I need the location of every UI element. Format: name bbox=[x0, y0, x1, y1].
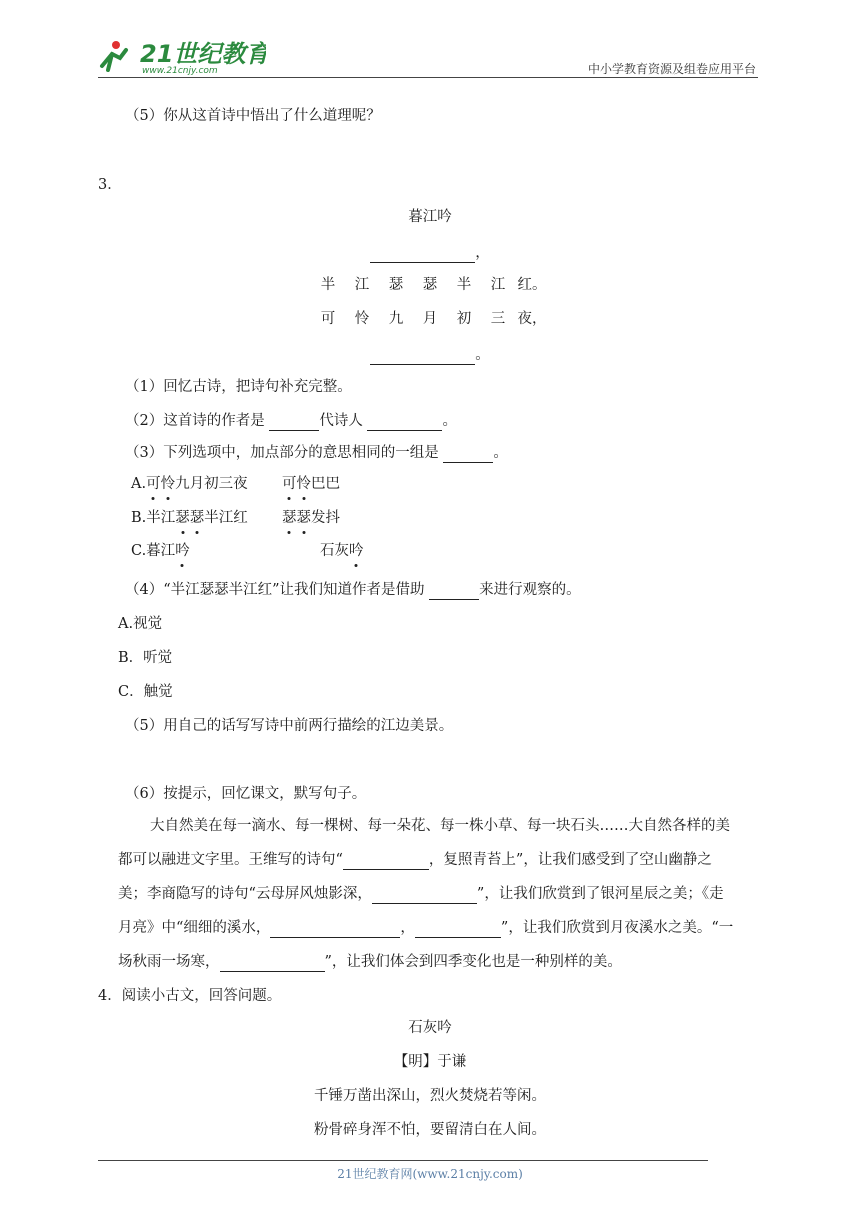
q4-poem-line2: 粉骨碎身浑不怕，要留清白在人间。 bbox=[314, 1122, 546, 1138]
footer-text: 21世纪教育网(www.21cnjy.com) bbox=[337, 1167, 523, 1181]
footer-divider bbox=[98, 1160, 708, 1161]
answer-blank[interactable] bbox=[269, 415, 319, 431]
passage-line2: 都可以融进文字里。王维写的诗句“ ，复照青苔上”，让我们感受到了空山幽静之 bbox=[118, 852, 712, 868]
poem-line2: 半 江 瑟 瑟 半 江 红。 bbox=[320, 277, 547, 293]
choice-c: C．触觉 bbox=[118, 684, 173, 700]
q4-poem-author: 【明】于谦 bbox=[393, 1054, 467, 1070]
platform-name: 中小学教育资源及组卷应用平台 bbox=[587, 62, 756, 76]
answer-blank[interactable] bbox=[370, 247, 475, 263]
q3-sub4: （4）“半江瑟瑟半江红”让我们知道作者是借助 来进行观察的。 bbox=[125, 582, 581, 598]
answer-blank[interactable] bbox=[429, 584, 479, 600]
logo-url: www.21cnjy.com bbox=[142, 66, 218, 76]
passage-line1: 大自然美在每一滴水、每一棵树、每一朵花、每一株小草、每一块石头……大自然各样的美 bbox=[150, 818, 730, 834]
site-logo bbox=[96, 36, 266, 76]
option-a-left: A.可怜九月初三夜 bbox=[131, 476, 248, 492]
passage-line3: 美；李商隐写的诗句“云母屏风烛影深， ”，让我们欣赏到了银河星辰之美；《走 bbox=[118, 886, 724, 902]
runner-icon bbox=[102, 41, 126, 70]
option-b-left: B.半江瑟瑟半江红 bbox=[131, 510, 248, 526]
poem-title: 暮江吟 bbox=[408, 209, 452, 225]
q2-sub5: （5）你从这首诗中悟出了什么道理呢？ bbox=[125, 108, 381, 124]
answer-blank[interactable] bbox=[367, 415, 442, 431]
answer-blank[interactable] bbox=[370, 349, 475, 365]
q3-sub5: （5）用自己的话写写诗中前两行描绘的江边美景。 bbox=[125, 718, 454, 734]
answer-blank[interactable] bbox=[343, 854, 429, 870]
option-a-right: 可怜巴巴 bbox=[282, 476, 340, 492]
option-c-left: C.暮江吟 bbox=[131, 543, 190, 559]
poem-line3: 可 怜 九 月 初 三 夜， bbox=[320, 311, 547, 327]
choice-a: A.视觉 bbox=[118, 616, 163, 632]
q3-number: 3． bbox=[98, 177, 122, 193]
passage-line4: 月亮》中“细细的溪水， ， ”，让我们欣赏到月夜溪水之美。“一 bbox=[118, 920, 734, 936]
q3-sub6: （6）按提示，回忆课文，默写句子。 bbox=[125, 786, 367, 802]
q4-poem-line1: 千锤万凿出深山，烈火焚烧若等闲。 bbox=[314, 1088, 546, 1104]
q4-poem-title: 石灰吟 bbox=[408, 1020, 452, 1036]
passage-line5: 场秋雨一场寒， ”，让我们体会到四季变化也是一种别样的美。 bbox=[118, 954, 622, 970]
poem-line1: ， bbox=[0, 243, 860, 263]
poem-line4: 。 bbox=[0, 345, 860, 365]
answer-blank[interactable] bbox=[415, 922, 501, 938]
answer-blank[interactable] bbox=[443, 447, 493, 463]
header-divider bbox=[98, 77, 758, 78]
q3-sub2: （2）这首诗的作者是 代诗人 。 bbox=[125, 413, 457, 429]
q4-intro: 4．阅读小古文，回答问题。 bbox=[98, 988, 282, 1004]
answer-blank[interactable] bbox=[372, 888, 477, 904]
option-c-right: 石灰吟 bbox=[320, 543, 364, 559]
q3-sub1: （1）回忆古诗，把诗句补充完整。 bbox=[125, 379, 352, 395]
option-b-right: 瑟瑟发抖 bbox=[282, 510, 340, 526]
q3-sub3: （3）下列选项中，加点部分的意思相同的一组是 。 bbox=[125, 445, 508, 461]
answer-blank[interactable] bbox=[270, 922, 400, 938]
logo-text: 21世纪教育 bbox=[140, 40, 266, 68]
choice-b: B．听觉 bbox=[118, 650, 173, 666]
answer-blank[interactable] bbox=[220, 956, 325, 972]
